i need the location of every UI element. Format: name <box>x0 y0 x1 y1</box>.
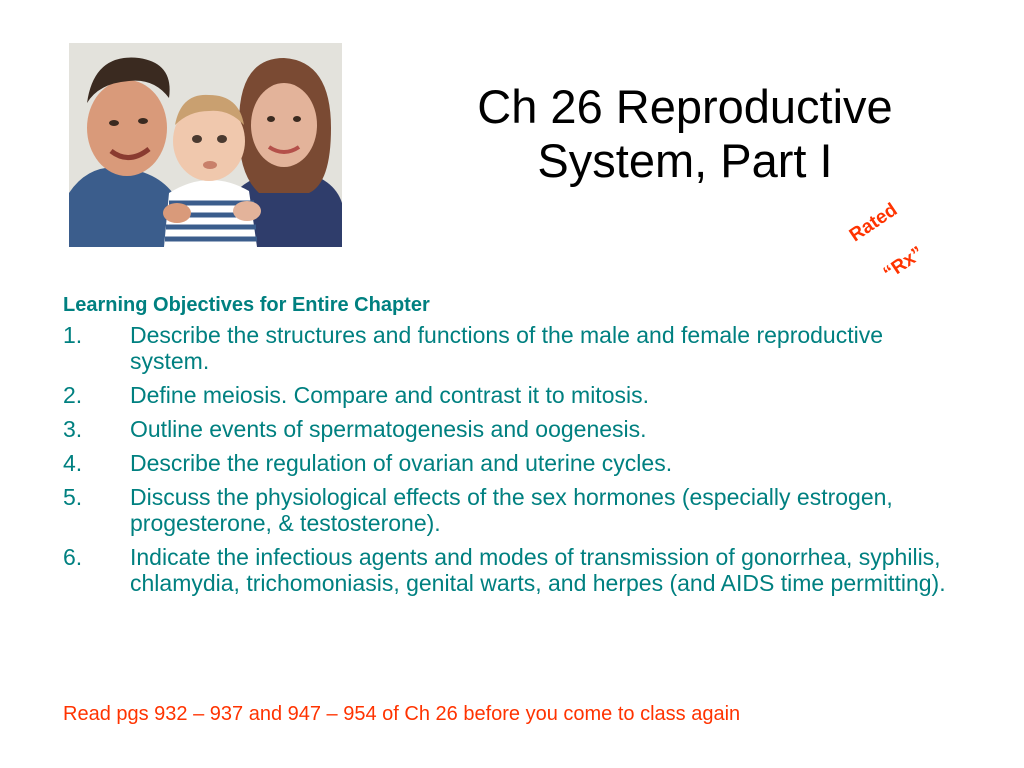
objective-number: 1. <box>63 322 83 348</box>
reading-assignment: Read pgs 932 – 937 and 947 – 954 of Ch 26 before you come to class again <box>63 703 741 725</box>
objective-text: Describe the regulation of ovarian and uterine cycles. <box>130 450 673 476</box>
objective-number: 2. <box>63 382 83 408</box>
objective-text: Define meiosis. Compare and contrast it to mitosis. <box>130 382 649 408</box>
objective-number: 6. <box>63 544 83 570</box>
objective-text: Indicate the infectious agents and modes of transmission of gonorrhea, syphilis, chlamydia, trichomoniasis, genital warts, and herpes (and AIDS time permitting). <box>130 544 946 596</box>
slide-title <box>400 80 970 188</box>
learning-objectives <box>63 292 963 604</box>
objectives-list <box>63 322 963 596</box>
objective-item <box>63 450 963 476</box>
objective-item <box>63 484 963 536</box>
stamp-line-1: Rated <box>845 199 902 247</box>
objective-number: 4. <box>63 450 83 476</box>
stamp-line-2: “Rx” <box>879 242 928 285</box>
rated-rx-stamp <box>840 199 950 293</box>
objective-number: 5. <box>63 484 83 510</box>
objective-text: Discuss the physiological effects of the sex hormones (especially estrogen, progesterone, & testosterone). <box>130 484 893 536</box>
objective-text: Describe the structures and functions of the male and female reproductive system. <box>130 322 884 374</box>
objective-item <box>63 544 963 596</box>
slide-title-line-1: Ch 26 Reproductive <box>477 80 893 133</box>
objective-item <box>63 322 963 374</box>
objective-item <box>63 416 963 442</box>
family-photo <box>69 43 342 247</box>
objective-text: Outline events of spermatogenesis and oogenesis. <box>130 416 647 442</box>
objective-number: 3. <box>63 416 83 442</box>
objectives-heading: Learning Objectives for Entire Chapter <box>63 294 430 316</box>
slide-title-line-2: System, Part I <box>537 134 833 187</box>
objective-item <box>63 382 963 408</box>
